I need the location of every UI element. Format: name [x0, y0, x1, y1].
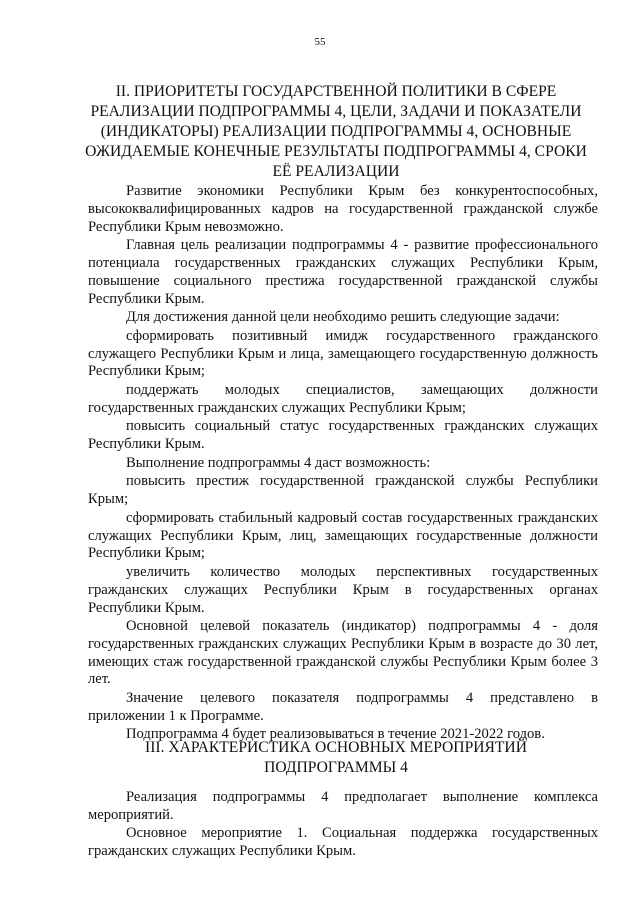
paragraph: Для достижения данной цели необходимо решить следующие задачи: — [126, 309, 560, 326]
paragraph: повысить престиж государственной гражданской службы Республики Крым; — [88, 473, 598, 508]
paragraph: Значение целевого показателя подпрограммы 4 представлено в приложении 1 к Программе. — [88, 690, 598, 724]
section-2-title: II. ПРИОРИТЕТЫ ГОСУДАРСТВЕННОЙ ПОЛИТИКИ В СФЕРЕ РЕАЛИЗАЦИИ ПОДПРОГРАММЫ 4, ЦЕЛИ, ЗАДАЧИ И ПОКАЗАТЕЛИ (ИНДИКАТОРЫ) РЕАЛИЗАЦИИ ПОДПРОГРАММЫ 4, ОСНОВНЫЕ ОЖИДАЕМЫЕ КОНЕЧНЫЕ РЕЗУЛЬТАТЫ ПОДПРОГРАММЫ 4, СРОКИ ЕЁ РЕАЛИЗАЦИИ — [85, 83, 587, 180]
paragraph: Основное мероприятие 1. Социальная поддержка государственных гражданских служащих Республики Крым. — [88, 825, 598, 860]
section-2-body — [88, 183, 598, 745]
section-3-title: III. ХАРАКТЕРИСТИКА ОСНОВНЫХ МЕРОПРИЯТИЙ ПОДПРОГРАММЫ 4 — [145, 739, 527, 776]
paragraph: повысить социальный статус государственных гражданских служащих Республики Крым. — [88, 418, 598, 453]
paragraph: сформировать позитивный имидж государственного гражданского служащего Республики Крым и лица, замещающего государственную должность Республики Крым; — [88, 327, 598, 380]
paragraph: Реализация подпрограммы 4 предполагает выполнение комплекса мероприятий. — [88, 789, 598, 823]
paragraph: Главная цель реализации подпрограммы 4 - развитие профессионального потенциала государственных гражданских служащих Республики Крым, повышение социального престижа государственной гражданской службы Республики Крым. — [88, 237, 598, 307]
paragraph: увеличить количество молодых перспективных государственных гражданских служащих Республики Крым в государственных органах Республики Крым. — [88, 563, 598, 616]
paragraph: сформировать стабильный кадровый состав государственных гражданских служащих Республики Крым, лиц, замещающих государственные должности Республики Крым; — [88, 509, 598, 562]
paragraph: Основной целевой показатель (индикатор) подпрограммы 4 - доля государственных гражданских служащих Республики Крым в возрасте до 30 лет, имеющих стаж государственной гражданской службы Республики Крым более 3 лет. — [88, 618, 598, 688]
paragraph: Развитие экономики Республики Крым без конкурентоспособных, высококвалифицированных кадров на государственной гражданской службе Республики Крым невозможно. — [88, 183, 598, 235]
paragraph: Подпрограмма 4 будет реализовываться в течение 2021-2022 годов. — [126, 726, 545, 743]
paragraph: поддержать молодых специалистов, замещающих должности государственных гражданских служащих Республики Крым; — [88, 381, 598, 416]
page-number: 55 — [314, 36, 326, 48]
section-3-body — [88, 789, 598, 862]
paragraph: Выполнение подпрограммы 4 даст возможность: — [126, 454, 431, 471]
